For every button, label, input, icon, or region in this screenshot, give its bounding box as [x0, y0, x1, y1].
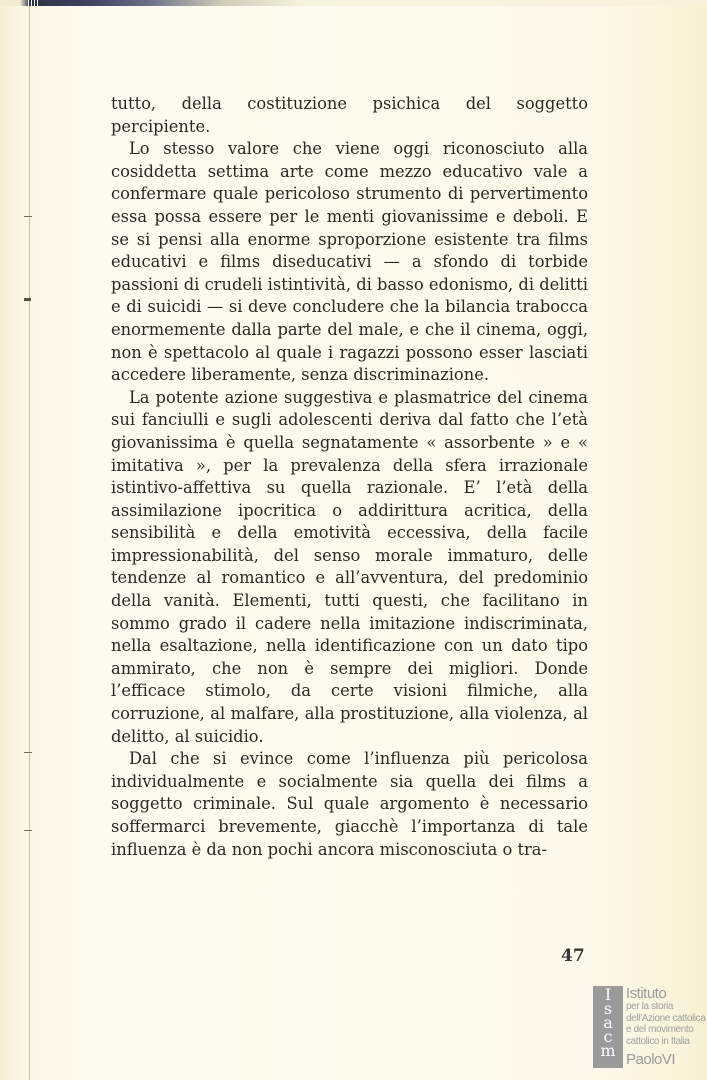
logo-subtitle — [626, 1001, 705, 1047]
paragraph-4: Dal che si evince come l’influenza più pericolosa individualmente e socialmente sia quella dei films a soggetto criminale. Sul quale argomento è necessario soffermarci brevemente, giacchè l’importanza di tale influenza è da non pochi ancora misconosciuta o tra- — [111, 749, 588, 859]
logo-letter: s — [603, 999, 613, 1018]
logo-letter: I — [604, 985, 612, 1004]
logo-footer: PaoloVI — [626, 1051, 676, 1068]
logo-line: e del movimento — [626, 1024, 694, 1035]
binding-stitch-mark — [24, 298, 31, 301]
page-body-text — [111, 93, 588, 861]
logo-line: per la storia — [626, 1001, 674, 1012]
paragraph-1: tutto, della costituzione psichica del soggetto percipiente. — [111, 94, 588, 136]
page-spine-fold — [29, 6, 30, 1080]
logo-letter: a — [603, 1013, 613, 1032]
isacem-watermark-logo — [593, 986, 707, 1072]
binding-stitch-mark — [24, 216, 32, 222]
logo-letter: m — [600, 1041, 616, 1060]
logo-title: Istituto — [626, 985, 667, 1002]
binding-stitch-mark — [24, 830, 32, 836]
scan-top-edge — [0, 0, 707, 6]
logo-letter: c — [603, 1027, 613, 1046]
binding-stitch-mark — [24, 752, 32, 758]
logo-line: cattolico in Italia — [626, 1035, 690, 1047]
paragraph-2: Lo stesso valore che viene oggi riconosciuto alla cosiddetta settima arte come mezzo educativo vale a confermare quale pericoloso strumento di pervertimento essa possa essere per le menti giovanissime e deboli. E se si pensi alla enorme sproporzione esistente tra films educativi e films diseducativi — a sfondo di torbide passioni di crudeli istintività, di basso edonismo, di delitti e di suicidi — si deve concludere che la bilancia trabocca enormemente dalla parte del male, e che il cinema, oggi, non è spettacolo al quale i ragazzi possono esser lasciati accedere liberamente, senza discriminazione. — [111, 139, 588, 385]
page-number: 47 — [561, 946, 585, 966]
logo-line: dell’Azione cattolica — [626, 1012, 706, 1024]
paragraph-3: La potente azione suggestiva e plasmatrice del cinema sui fanciulli e sugli adolescenti deriva dal fatto che l’età giovanissima è quella segnatamente « assorbente » e « imitativa », per la prevalenza della sfera irrazionale istintivo-affettiva su quella razionale. E’ l’età della assimilazione ipocritica o addirittura acritica, della sensibilità e della emotività eccessiva, della facile impressionabilità, del senso morale immaturo, delle tendenze al romantico e all’avventura, del predominio della vanità. Elementi, tutti questi, che facilitano in sommo grado il cadere nella imitazione indiscriminata, nella esaltazione, nella identificazione con un dato tipo ammirato, che non è sempre dei migliori. Donde l’efficace stimolo, da certe visioni filmiche, alla corruzione, al malfare, alla prostituzione, alla violenza, al delitto, al suicidio. — [111, 387, 588, 746]
logo-letter-mark — [593, 986, 623, 1068]
